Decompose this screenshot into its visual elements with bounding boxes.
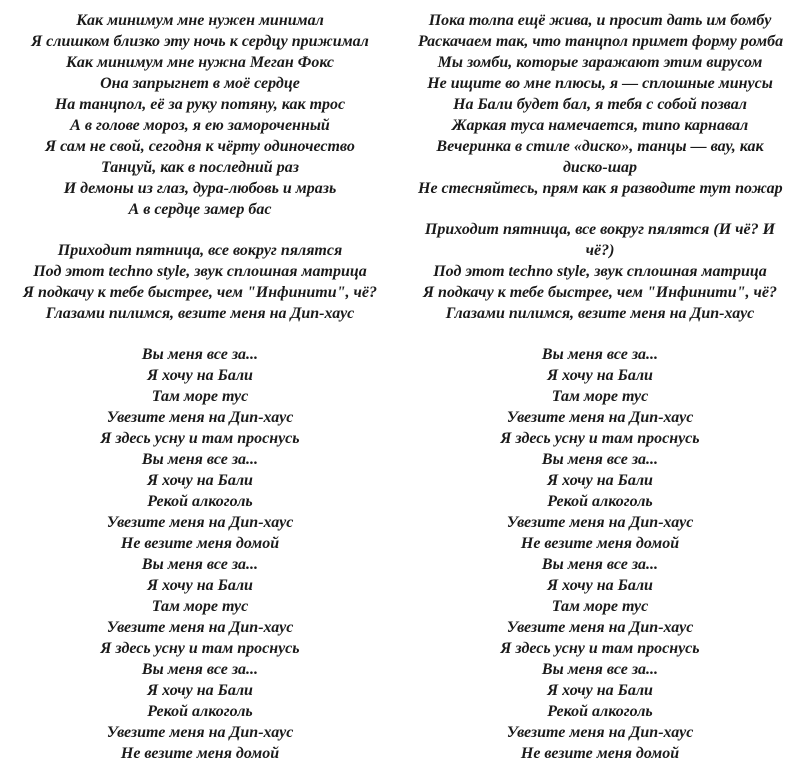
- lyric-line: Не ищите во мне плюсы, я — сплошные минусы: [427, 75, 773, 92]
- lyric-line: Вы меня все за...: [141, 556, 259, 573]
- lyric-line: Вечеринка в стиле «диско», танцы — вау, как: [436, 138, 764, 155]
- stanza: [418, 219, 782, 324]
- lyric-line: Я хочу на Бали: [547, 577, 653, 594]
- lyric-line: Я хочу на Бали: [147, 472, 253, 489]
- stanza: [18, 10, 382, 220]
- stanza: [418, 344, 782, 764]
- lyric-line: Я хочу на Бали: [547, 367, 653, 384]
- lyric-line: Пока толпа ещё жива, и просит дать им бомбу: [428, 12, 772, 29]
- lyric-line: Глазами пилимся, везите меня на Дип-хаус: [445, 305, 755, 322]
- lyric-line: Увезите меня на Дип-хаус: [106, 409, 294, 426]
- lyric-line: Я слишком близко эту ночь к сердцу прижимал: [31, 33, 369, 50]
- stanza: [418, 10, 782, 199]
- lyric-line: Рекой алкоголь: [147, 703, 253, 720]
- lyric-line: И демоны из глаз, дура-любовь и мразь: [63, 180, 337, 197]
- lyric-line: Вы меня все за...: [541, 451, 659, 468]
- lyrics-column-right: [400, 0, 800, 778]
- lyric-line: Там море тус: [551, 598, 649, 615]
- lyric-line: Не стесняйтесь, прям как я разводите тут пожар: [418, 180, 783, 197]
- lyric-line: Не везите меня домой: [520, 535, 680, 552]
- lyric-line: Рекой алкоголь: [147, 493, 253, 510]
- lyric-line: Увезите меня на Дип-хаус: [506, 724, 694, 741]
- lyric-line: Рекой алкоголь: [547, 703, 653, 720]
- lyric-line: Там море тус: [151, 388, 249, 405]
- lyric-line: Вы меня все за...: [141, 451, 259, 468]
- lyric-line: Не везите меня домой: [520, 745, 680, 762]
- lyric-line: Там море тус: [551, 388, 649, 405]
- stanza: [18, 240, 382, 324]
- stanza: [18, 344, 382, 764]
- lyric-line: Увезите меня на Дип-хаус: [106, 619, 294, 636]
- lyric-line: Я хочу на Бали: [147, 682, 253, 699]
- lyric-line: Вы меня все за...: [141, 346, 259, 363]
- lyric-line: А в сердце замер бас: [128, 201, 272, 218]
- lyric-line: На танцпол, её за руку потяну, как трос: [54, 96, 346, 113]
- lyric-line: Я здесь усну и там проснусь: [100, 640, 300, 657]
- lyric-line: Я здесь усну и там проснусь: [100, 430, 300, 447]
- lyric-line: Не везите меня домой: [120, 745, 280, 762]
- lyric-line: Я подкачу к тебе быстрее, чем "Инфинити", чё?: [423, 284, 777, 301]
- lyric-line: Приходит пятница, все вокруг пялятся: [57, 242, 343, 259]
- lyric-line: Увезите меня на Дип-хаус: [506, 619, 694, 636]
- lyric-line: Я сам не свой, сегодня к чёрту одиночество: [45, 138, 355, 155]
- lyric-line: Увезите меня на Дип-хаус: [106, 724, 294, 741]
- lyric-line: Вы меня все за...: [541, 556, 659, 573]
- lyric-line: Глазами пилимся, везите меня на Дип-хаус: [45, 305, 355, 322]
- lyric-line: Увезите меня на Дип-хаус: [106, 514, 294, 531]
- lyric-line: Мы зомби, которые заражают этим вирусом: [437, 54, 763, 71]
- lyric-line: Я здесь усну и там проснусь: [500, 640, 700, 657]
- lyric-line: На Бали будет бал, я тебя с собой позвал: [453, 96, 747, 113]
- lyric-line: Вы меня все за...: [141, 661, 259, 678]
- lyric-line: Под этот techno style, звук сплошная матрица: [33, 263, 367, 280]
- lyric-line: А в голове мороз, я ею замороченный: [70, 117, 330, 134]
- lyric-line: диско-шар: [562, 159, 638, 176]
- lyric-line: Танцуй, как в последний раз: [101, 159, 299, 176]
- lyric-line: Я хочу на Бали: [547, 682, 653, 699]
- lyric-line: Вы меня все за...: [541, 661, 659, 678]
- lyric-line: Как минимум мне нужен минимал: [76, 12, 324, 29]
- lyric-line: Раскачаем так, что танцпол примет форму ромба: [418, 33, 784, 50]
- lyric-line: Приходит пятница, все вокруг пялятся (И чё? И: [424, 221, 776, 238]
- lyric-line: Жаркая туса намечается, типо карнавал: [451, 117, 749, 134]
- lyric-line: Я хочу на Бали: [147, 367, 253, 384]
- lyric-line: Рекой алкоголь: [547, 493, 653, 510]
- lyric-line: Я хочу на Бали: [547, 472, 653, 489]
- lyric-line: Я здесь усну и там проснусь: [500, 430, 700, 447]
- lyric-line: чё?): [585, 242, 615, 259]
- lyric-line: Под этот techno style, звук сплошная матрица: [433, 263, 767, 280]
- lyric-line: Вы меня все за...: [541, 346, 659, 363]
- lyric-line: Увезите меня на Дип-хаус: [506, 409, 694, 426]
- lyric-line: Я хочу на Бали: [147, 577, 253, 594]
- lyric-line: Не везите меня домой: [120, 535, 280, 552]
- lyric-line: Как минимум мне нужна Меган Фокс: [66, 54, 334, 71]
- lyric-line: Она запрыгнет в моё сердце: [100, 75, 300, 92]
- lyric-line: Там море тус: [151, 598, 249, 615]
- lyric-line: Я подкачу к тебе быстрее, чем "Инфинити", чё?: [23, 284, 377, 301]
- lyric-line: Увезите меня на Дип-хаус: [506, 514, 694, 531]
